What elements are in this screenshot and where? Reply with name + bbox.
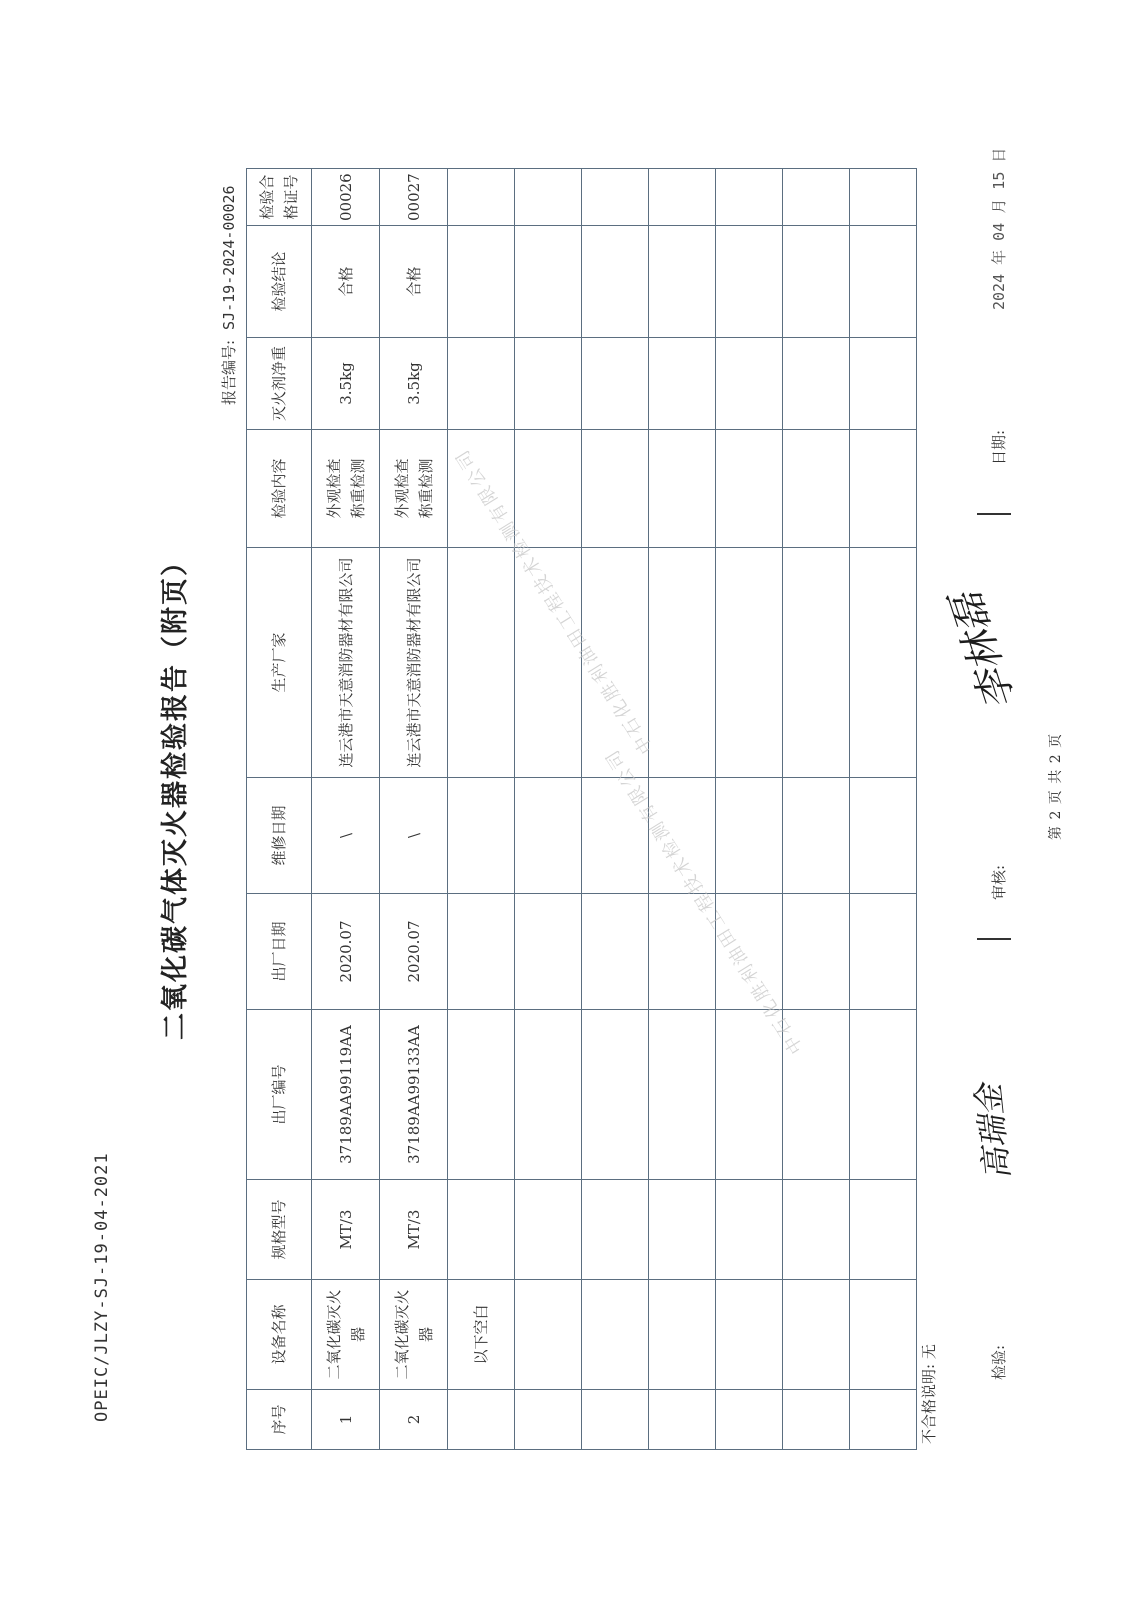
table-row [380, 169, 448, 1450]
header-cert: 检验合格证号 [247, 169, 312, 226]
page-number: 第 2 页 共 2 页 [1048, 732, 1064, 840]
content-line-2: 称重检测 [416, 458, 435, 519]
content-line-2: 称重检测 [348, 458, 367, 519]
cell-repair-date: \ [312, 778, 380, 894]
cell-blank-note: 以下空白 [448, 1280, 515, 1390]
cell-name: 二氧化碳灭火器 [312, 1280, 380, 1390]
cell-cert: 00026 [312, 169, 380, 226]
table-row [850, 169, 917, 1450]
inspector-label: 检验: [990, 1344, 1008, 1380]
inspection-table [246, 168, 917, 1450]
cell-cert: 00027 [380, 169, 448, 226]
content-line-1: 外观检查 [324, 458, 343, 519]
header-serial: 出厂编号 [247, 1010, 312, 1180]
table-row [515, 169, 582, 1450]
date-label: 日期: [990, 429, 1008, 465]
divider [977, 939, 1011, 941]
cell-repair-date: \ [380, 778, 448, 894]
nonconformity-note: 不合格说明: 无 [920, 1344, 938, 1444]
cell-result: 合格 [312, 226, 380, 338]
report-title: 二氧化碳气体灭火器检验报告（附页） [160, 547, 191, 1040]
cell-model: MT/3 [380, 1180, 448, 1280]
cell-name: 二氧化碳灭火器 [380, 1280, 448, 1390]
cell-mfg-date: 2020.07 [312, 894, 380, 1010]
cell-model: MT/3 [312, 1180, 380, 1280]
cell-weight: 3.5kg [312, 338, 380, 430]
header-maker: 生产厂家 [247, 548, 312, 778]
reviewer-label: 审核: [990, 864, 1008, 900]
header-model: 规格型号 [247, 1180, 312, 1280]
cell-content [312, 430, 380, 548]
date-value: 2024 年 04 月 15 日 [990, 147, 1008, 310]
cell-empty [448, 1390, 515, 1450]
watermark-text: 中石化胜利油田工程技术检测有限公司 [450, 443, 658, 758]
header-result: 检验结论 [247, 226, 312, 338]
cell-mfg-date: 2020.07 [380, 894, 448, 1010]
table-header-row [247, 169, 312, 1450]
header-mfg-date: 出厂日期 [247, 894, 312, 1010]
header-content: 检验内容 [247, 430, 312, 548]
table-row [783, 169, 850, 1450]
cell-serial: 37189AA99119AA [312, 1010, 380, 1180]
content-line-1: 外观检查 [392, 458, 411, 519]
table-row [716, 169, 783, 1450]
cell-maker: 连云港市天意消防器材有限公司 [380, 548, 448, 778]
reviewer-signature: 李林磊 [943, 586, 1025, 716]
divider [977, 514, 1011, 516]
table-row [312, 169, 380, 1450]
report-number-label: 报告编号: [220, 339, 238, 405]
document-code: OPEIC/JLZY-SJ-19-04-2021 [92, 1152, 112, 1422]
cell-seq: 1 [312, 1390, 380, 1450]
cell-result: 合格 [380, 226, 448, 338]
cell-content [380, 430, 448, 548]
cell-seq: 2 [380, 1390, 448, 1450]
report-number-value: SJ-19-2024-00026 [220, 185, 238, 330]
report-number [218, 185, 239, 405]
inspector-signature: 高瑞金 [969, 1082, 1017, 1182]
cell-serial: 37189AA99133AA [380, 1010, 448, 1180]
header-name: 设备名称 [247, 1280, 312, 1390]
header-seq: 序号 [247, 1390, 312, 1450]
watermark-text: 中石化胜利油田工程技术检测有限公司 [600, 743, 808, 1058]
cell-maker: 连云港市天意消防器材有限公司 [312, 548, 380, 778]
cell-weight: 3.5kg [380, 338, 448, 430]
header-repair-date: 维修日期 [247, 778, 312, 894]
header-weight: 灭火剂净重 [247, 338, 312, 430]
table-row [448, 169, 515, 1450]
